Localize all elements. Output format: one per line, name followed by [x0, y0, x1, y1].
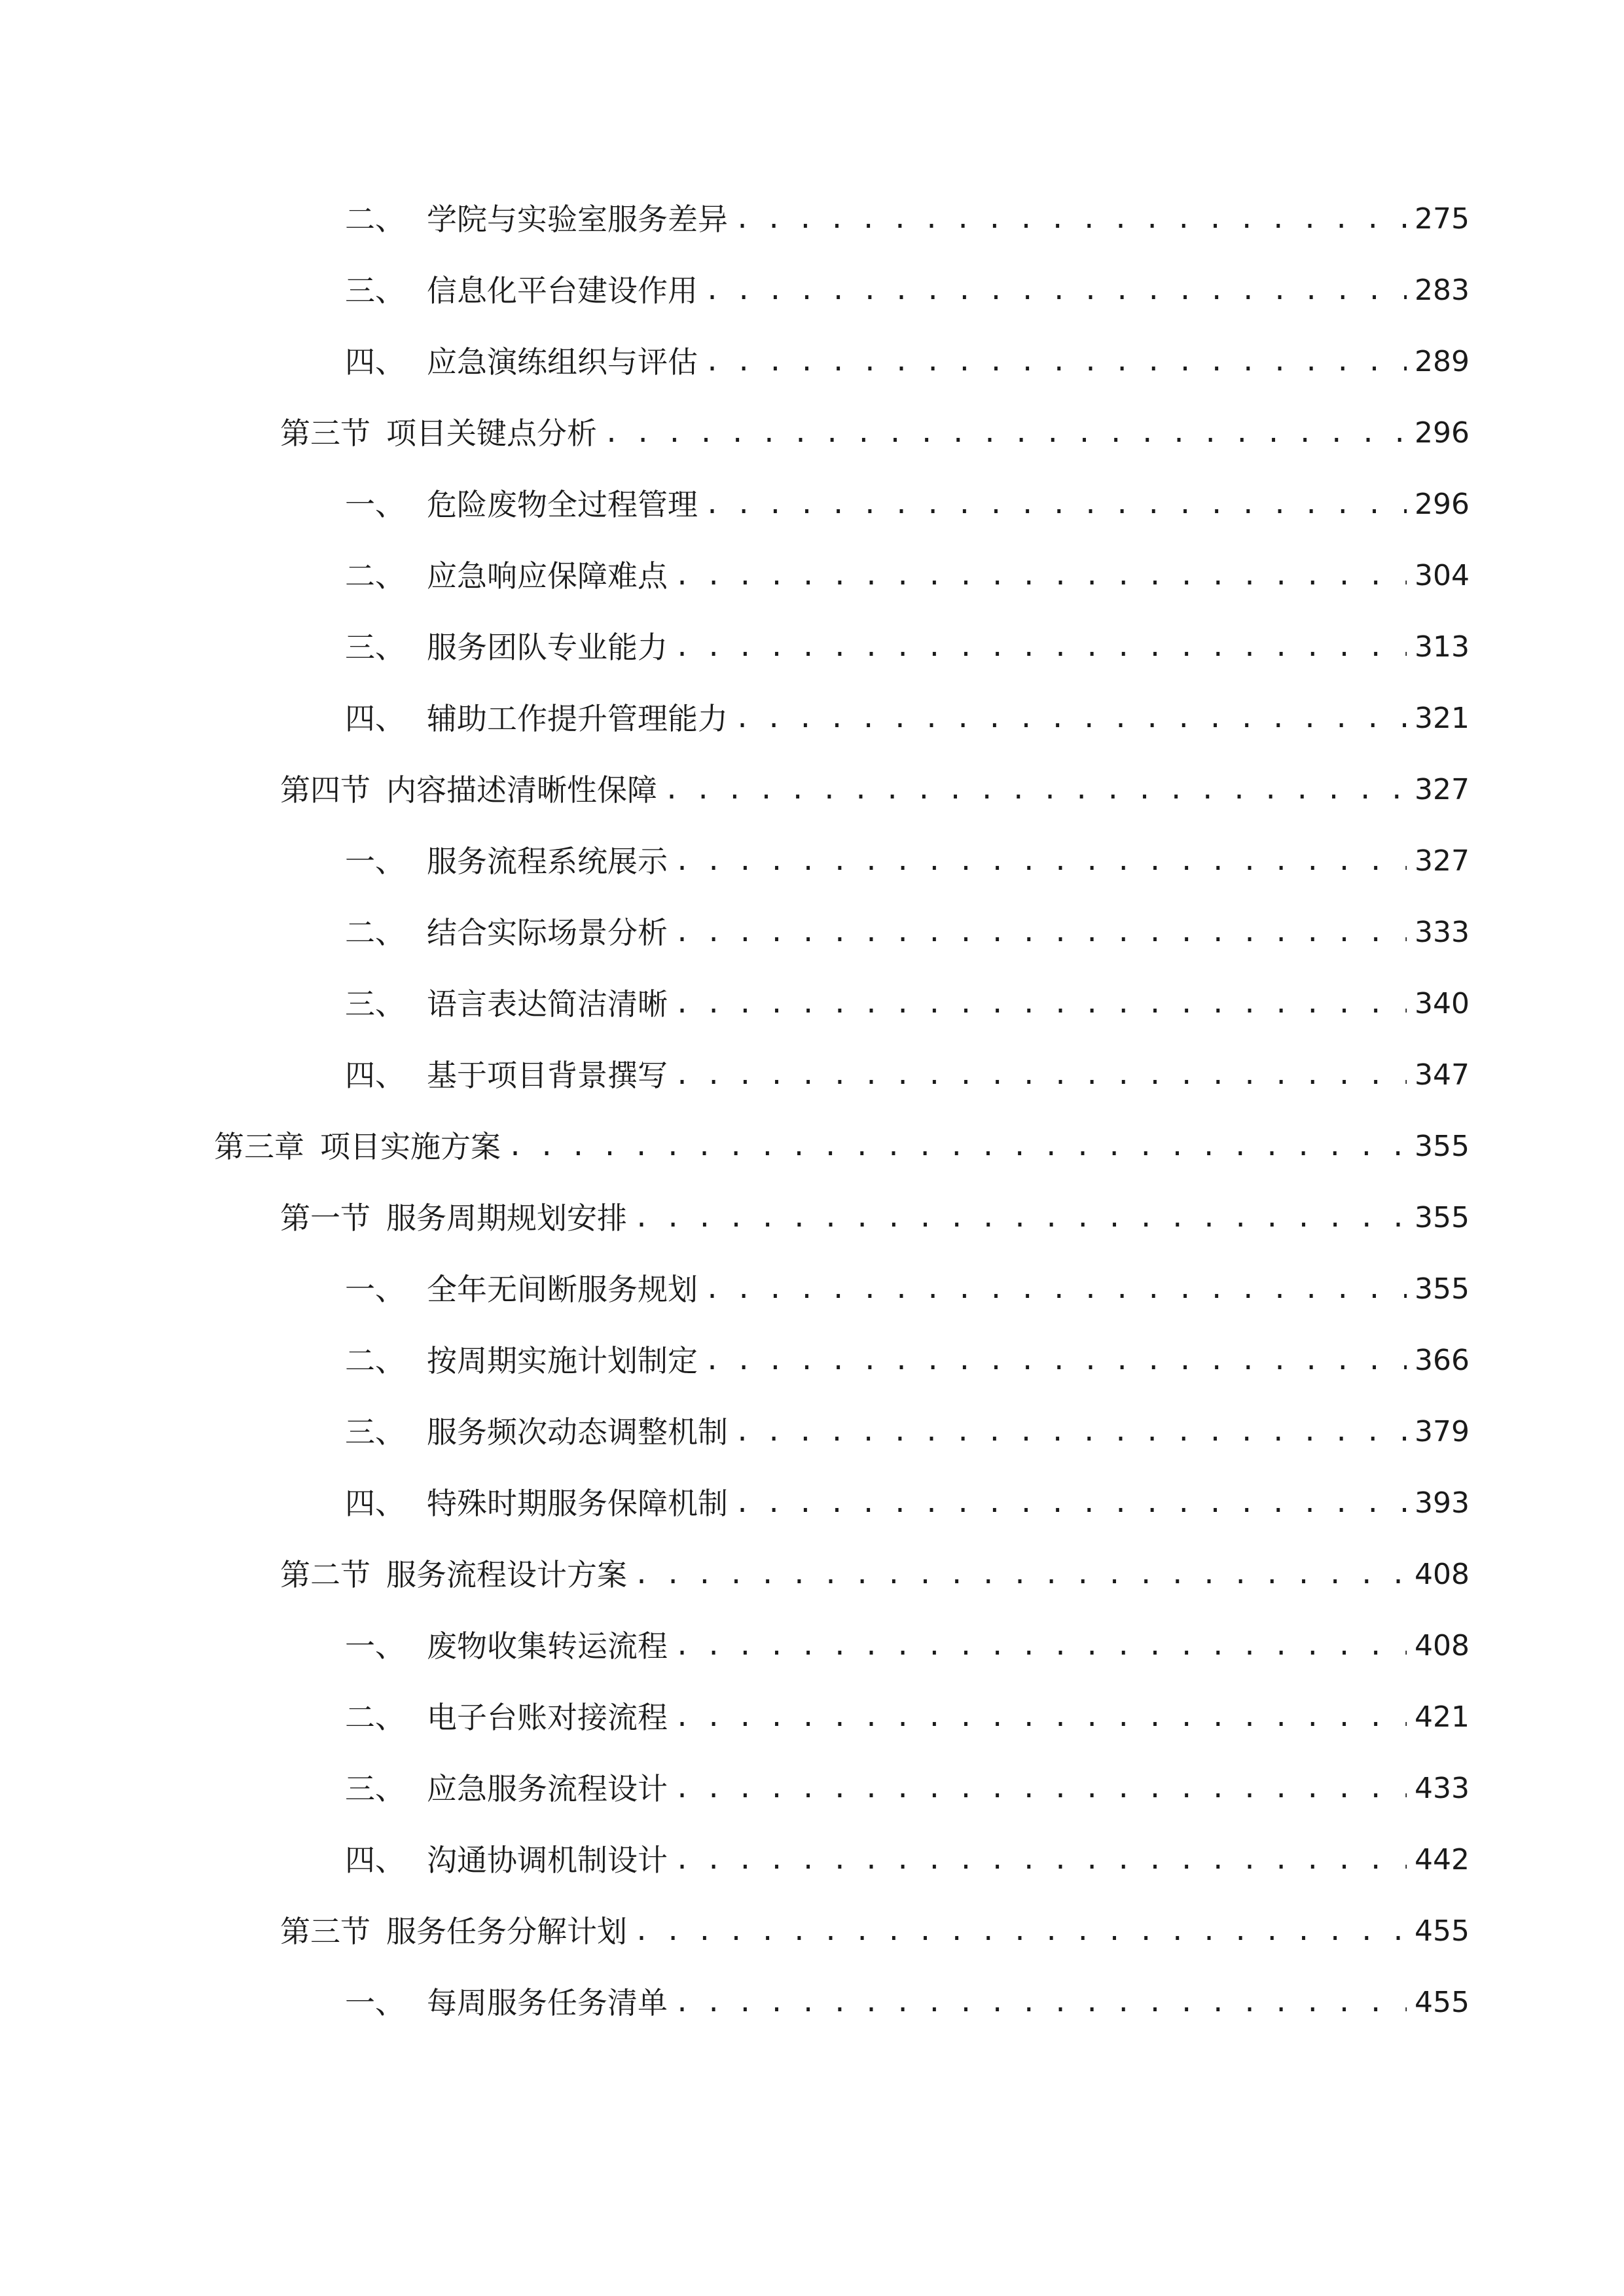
- toc-entry[interactable]: [345, 906, 1470, 959]
- toc-entry-title: 信息化平台建设作用: [427, 273, 698, 308]
- toc-entry-title: 项目关键点分析: [386, 416, 597, 451]
- toc-entry-page: 355: [1415, 1201, 1470, 1234]
- toc-entry[interactable]: [345, 1620, 1470, 1672]
- toc-entry-title: 结合实际场景分析: [427, 915, 668, 950]
- toc-entry-title: 危险废物全过程管理: [427, 487, 698, 522]
- toc-entry-title: 服务频次动态调整机制: [427, 1414, 728, 1450]
- toc-entry[interactable]: [280, 1549, 1470, 1601]
- toc-entry-page: 355: [1415, 1272, 1470, 1306]
- toc-entry[interactable]: [345, 692, 1470, 745]
- toc-entry-number: 三、: [345, 273, 405, 308]
- toc-entry[interactable]: [345, 1049, 1470, 1102]
- toc-entry-number: 三、: [345, 1771, 405, 1806]
- toc-entry-page: 340: [1415, 987, 1470, 1020]
- toc-entry-number: 四、: [345, 1058, 405, 1093]
- toc-entry-number: 一、: [345, 844, 405, 879]
- toc-entry-number: 二、: [345, 558, 405, 594]
- toc-entry-page: 313: [1415, 630, 1470, 664]
- toc-entry-title: 辅助工作提升管理能力: [427, 701, 728, 736]
- dot-leader: [674, 835, 1407, 888]
- dot-leader: [674, 1834, 1407, 1886]
- toc-entry-page: 296: [1415, 488, 1470, 521]
- toc-entry-title: 每周服务任务清单: [427, 1985, 668, 2020]
- dot-leader: [704, 478, 1407, 531]
- toc-entry[interactable]: [345, 1763, 1470, 1815]
- toc-entry[interactable]: [345, 835, 1470, 888]
- toc-entry[interactable]: [280, 407, 1470, 459]
- toc-entry-number: 第三节: [280, 1914, 370, 1949]
- toc-entry-number: 一、: [345, 1985, 405, 2020]
- toc-entry-title: 特殊时期服务保障机制: [427, 1486, 728, 1521]
- toc-entry-page: 421: [1415, 1700, 1470, 1734]
- toc-entry-number: 三、: [345, 630, 405, 665]
- toc-entry-page: 408: [1415, 1558, 1470, 1591]
- toc-entry-page: 275: [1415, 202, 1470, 236]
- dot-leader: [734, 1477, 1407, 1530]
- toc-entry-number: 四、: [345, 344, 405, 380]
- toc-entry-page: 296: [1415, 416, 1470, 450]
- toc-entry-title: 服务周期规划安排: [386, 1200, 627, 1236]
- toc-entry-number: 一、: [345, 1628, 405, 1664]
- toc-entry-page: 408: [1415, 1629, 1470, 1662]
- toc-entry[interactable]: [345, 1977, 1470, 2029]
- toc-entry[interactable]: [345, 336, 1470, 388]
- dot-leader: [734, 193, 1407, 245]
- toc-entry-page: 379: [1415, 1415, 1470, 1448]
- toc-entry-title: 学院与实验室服务差异: [427, 202, 728, 237]
- toc-entry[interactable]: [280, 1905, 1470, 1958]
- toc-entry-title: 应急演练组织与评估: [427, 344, 698, 380]
- toc-entry-page: 393: [1415, 1486, 1470, 1520]
- dot-leader: [634, 1192, 1407, 1244]
- toc-entry[interactable]: [345, 550, 1470, 602]
- toc-entry[interactable]: [345, 193, 1470, 245]
- dot-leader: [634, 1549, 1407, 1601]
- toc-entry[interactable]: [345, 1834, 1470, 1886]
- toc-entry-title: 服务流程设计方案: [386, 1557, 627, 1592]
- dot-leader: [704, 1335, 1407, 1387]
- toc-entry[interactable]: [280, 764, 1470, 816]
- toc-entry-number: 三、: [345, 1414, 405, 1450]
- toc-entry[interactable]: [345, 621, 1470, 673]
- dot-leader: [674, 1691, 1407, 1744]
- toc-entry-title: 服务流程系统展示: [427, 844, 668, 879]
- dot-leader: [674, 1049, 1407, 1102]
- dot-leader: [664, 764, 1407, 816]
- toc-entry-page: 455: [1415, 1914, 1470, 1948]
- toc-entry-number: 第三章: [214, 1129, 304, 1164]
- toc-entry[interactable]: [345, 1477, 1470, 1530]
- toc-entry-page: 347: [1415, 1058, 1470, 1092]
- dot-leader: [674, 906, 1407, 959]
- toc-entry-page: 442: [1415, 1843, 1470, 1876]
- dot-leader: [674, 1763, 1407, 1815]
- toc-entry[interactable]: [214, 1121, 1470, 1173]
- toc-entry-page: 321: [1415, 702, 1470, 735]
- toc-entry-number: 四、: [345, 1486, 405, 1521]
- toc-entry[interactable]: [345, 1691, 1470, 1744]
- toc-entry-page: 304: [1415, 559, 1470, 592]
- toc-entry-number: 第一节: [280, 1200, 370, 1236]
- toc-entry-number: 四、: [345, 701, 405, 736]
- toc-entry-title: 全年无间断服务规划: [427, 1272, 698, 1307]
- dot-leader: [674, 1977, 1407, 2029]
- toc-entry-title: 基于项目背景撰写: [427, 1058, 668, 1093]
- dot-leader: [674, 550, 1407, 602]
- toc-entry-page: 333: [1415, 916, 1470, 949]
- toc-entry[interactable]: [345, 978, 1470, 1030]
- toc-entry-number: 二、: [345, 1343, 405, 1378]
- dot-leader: [734, 1406, 1407, 1458]
- toc-entry[interactable]: [345, 1406, 1470, 1458]
- toc-entry-title: 按周期实施计划制定: [427, 1343, 698, 1378]
- toc-entry-number: 三、: [345, 986, 405, 1022]
- dot-leader: [507, 1121, 1407, 1173]
- toc-entry-number: 第四节: [280, 772, 370, 808]
- dot-leader: [604, 407, 1407, 459]
- toc-entry-title: 服务任务分解计划: [386, 1914, 627, 1949]
- dot-leader: [674, 621, 1407, 673]
- toc-entry-number: 第二节: [280, 1557, 370, 1592]
- dot-leader: [734, 692, 1407, 745]
- toc-entry-title: 服务团队专业能力: [427, 630, 668, 665]
- toc-entry-page: 455: [1415, 1986, 1470, 2019]
- toc-entry-page: 433: [1415, 1772, 1470, 1805]
- toc-entry-page: 366: [1415, 1344, 1470, 1377]
- toc-entry-page: 327: [1415, 773, 1470, 806]
- toc-entry-title: 内容描述清晰性保障: [386, 772, 657, 808]
- toc-entry-number: 一、: [345, 487, 405, 522]
- toc-entry[interactable]: [345, 478, 1470, 531]
- dot-leader: [634, 1905, 1407, 1958]
- toc-entry-number: 一、: [345, 1272, 405, 1307]
- toc-entry-page: 289: [1415, 345, 1470, 378]
- toc-entry-page: 327: [1415, 844, 1470, 878]
- toc-entry-number: 二、: [345, 202, 405, 237]
- toc-entry-title: 电子台账对接流程: [427, 1700, 668, 1735]
- toc-entry-title: 语言表达简洁清晰: [427, 986, 668, 1022]
- toc-entry-number: 第三节: [280, 416, 370, 451]
- toc-entry[interactable]: [280, 1192, 1470, 1244]
- toc-entry-number: 二、: [345, 1700, 405, 1735]
- toc-entry-number: 二、: [345, 915, 405, 950]
- dot-leader: [704, 1263, 1407, 1316]
- toc-entry[interactable]: [345, 1263, 1470, 1316]
- toc-entry-title: 应急服务流程设计: [427, 1771, 668, 1806]
- toc-entry-title: 项目实施方案: [320, 1129, 501, 1164]
- toc-entry-title: 沟通协调机制设计: [427, 1842, 668, 1878]
- dot-leader: [704, 264, 1407, 317]
- dot-leader: [674, 978, 1407, 1030]
- toc-entry[interactable]: [345, 1335, 1470, 1387]
- toc-entry-page: 355: [1415, 1130, 1470, 1163]
- toc-entry-title: 应急响应保障难点: [427, 558, 668, 594]
- dot-leader: [674, 1620, 1407, 1672]
- dot-leader: [704, 336, 1407, 388]
- toc-entry-page: 283: [1415, 274, 1470, 307]
- toc-entry[interactable]: [345, 264, 1470, 317]
- toc-entry-number: 四、: [345, 1842, 405, 1878]
- toc-entry-title: 废物收集转运流程: [427, 1628, 668, 1664]
